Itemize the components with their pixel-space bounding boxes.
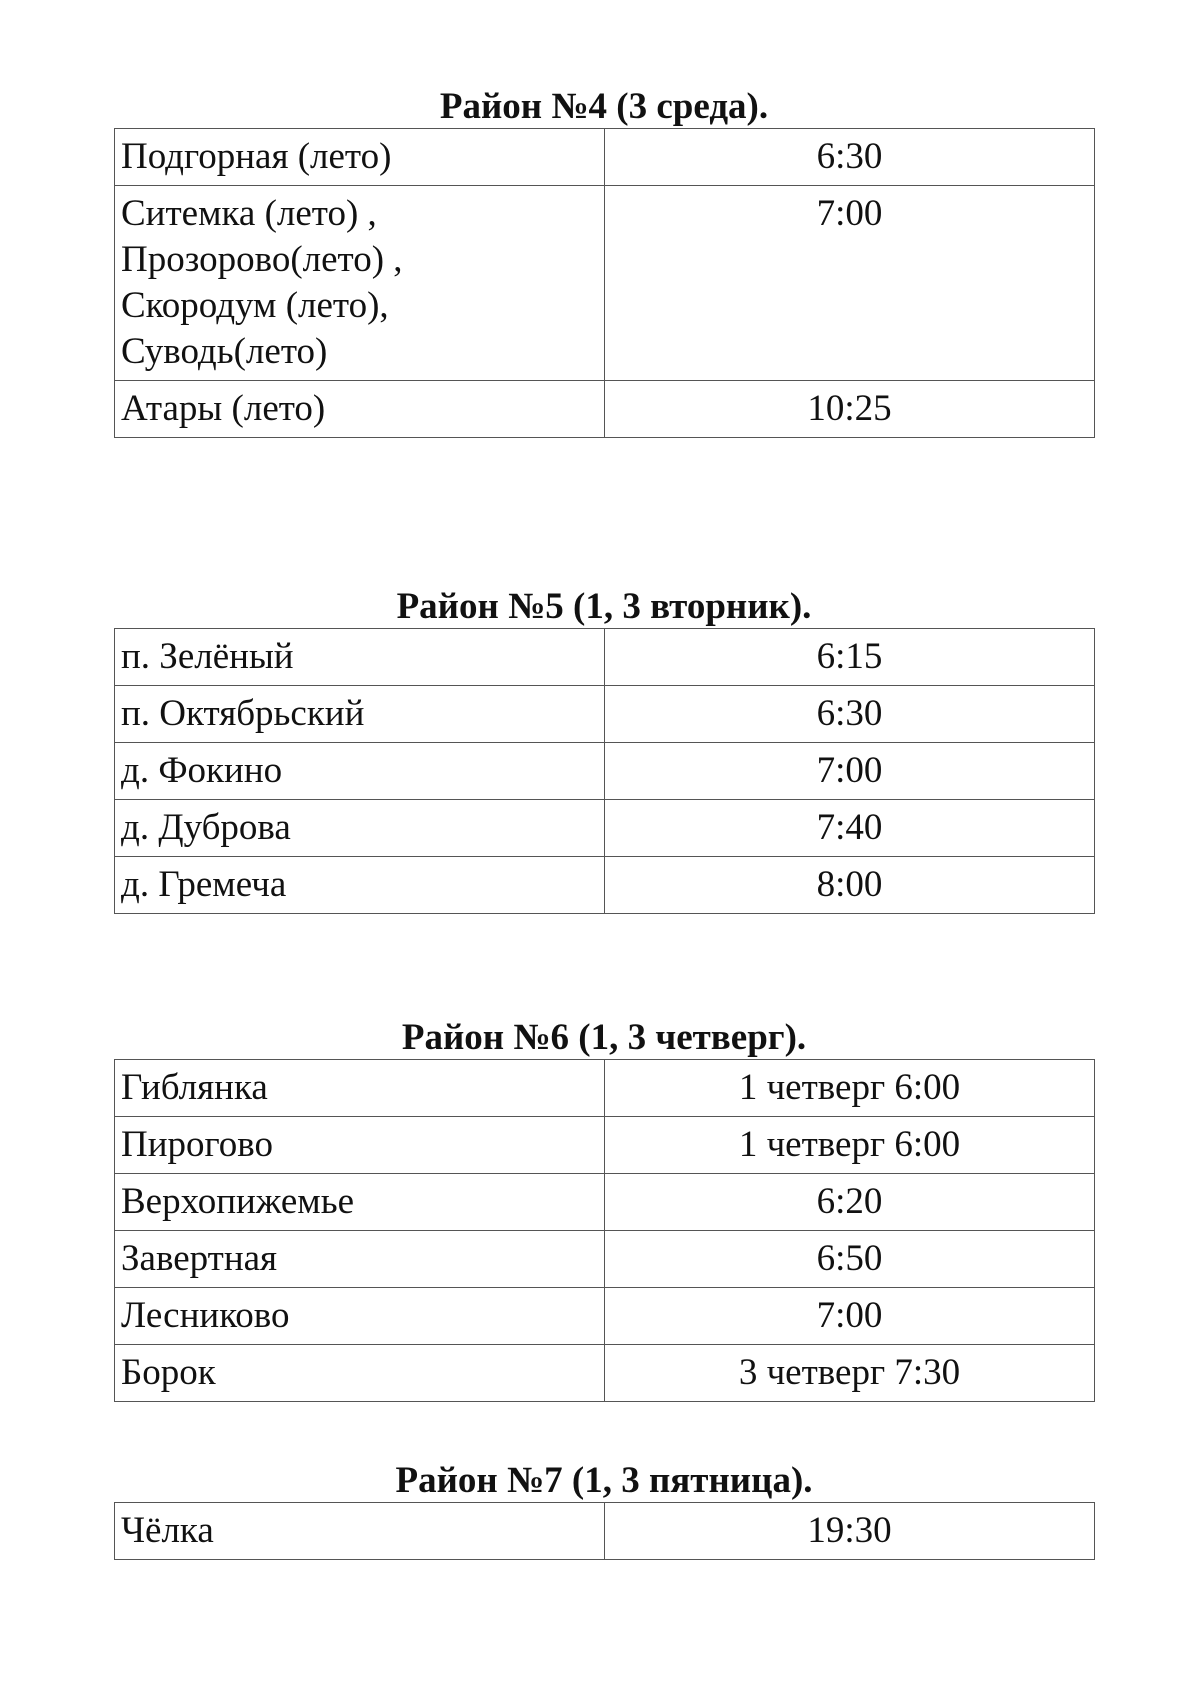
table-row [115,1231,1095,1288]
place-cell: Ситемка (лето) , Прозорово(лето) , Скородум (лето), Суводь(лето) [115,186,605,381]
place-cell: д. Гремеча [115,857,605,914]
time-cell: 8:00 [605,857,1095,914]
table-row [115,686,1095,743]
district-4-title: Район №4 (3 среда). [439,86,769,127]
district-7-section [114,1460,1094,1560]
table-row [115,186,1095,381]
district-6-title: Район №6 (1, 3 четверг). [401,1017,807,1058]
time-cell: 10:25 [605,381,1095,438]
table-row [115,1345,1095,1402]
place-cell: Завертная [115,1231,605,1288]
place-cell: Борок [115,1345,605,1402]
time-cell: 7:40 [605,800,1095,857]
time-cell: 1 четверг 6:00 [605,1060,1095,1117]
place-cell: Пирогово [115,1117,605,1174]
table-row [115,1288,1095,1345]
table-row [115,857,1095,914]
table-row [115,743,1095,800]
time-cell: 7:00 [605,1288,1095,1345]
time-cell: 6:30 [605,686,1095,743]
district-7-title: Район №7 (1, 3 пятница). [395,1460,813,1501]
time-cell: 3 четверг 7:30 [605,1345,1095,1402]
table-row [115,629,1095,686]
place-cell: п. Октябрьский [115,686,605,743]
time-cell: 1 четверг 6:00 [605,1117,1095,1174]
place-cell: Атары (лето) [115,381,605,438]
district-4-table [114,128,1095,438]
table-row [115,381,1095,438]
place-cell: Верхопижемье [115,1174,605,1231]
place-cell: д. Дуброва [115,800,605,857]
table-row [115,1503,1095,1560]
time-cell: 6:20 [605,1174,1095,1231]
table-row [115,129,1095,186]
time-cell: 7:00 [605,186,1095,381]
place-cell: д. Фокино [115,743,605,800]
time-cell: 7:00 [605,743,1095,800]
district-7-table [114,1502,1095,1560]
table-row [115,1060,1095,1117]
place-cell: Лесниково [115,1288,605,1345]
district-6-section [114,1017,1094,1402]
district-6-table [114,1059,1095,1402]
district-5-title: Район №5 (1, 3 вторник). [396,586,812,627]
district-5-table [114,628,1095,914]
time-cell: 6:30 [605,129,1095,186]
table-row [115,1174,1095,1231]
time-cell: 6:50 [605,1231,1095,1288]
place-cell: Гиблянка [115,1060,605,1117]
time-cell: 6:15 [605,629,1095,686]
table-row [115,800,1095,857]
district-5-section [114,586,1094,914]
place-cell: Чёлка [115,1503,605,1560]
place-cell: п. Зелёный [115,629,605,686]
district-4-section [114,86,1094,438]
time-cell: 19:30 [605,1503,1095,1560]
table-row [115,1117,1095,1174]
place-cell: Подгорная (лето) [115,129,605,186]
